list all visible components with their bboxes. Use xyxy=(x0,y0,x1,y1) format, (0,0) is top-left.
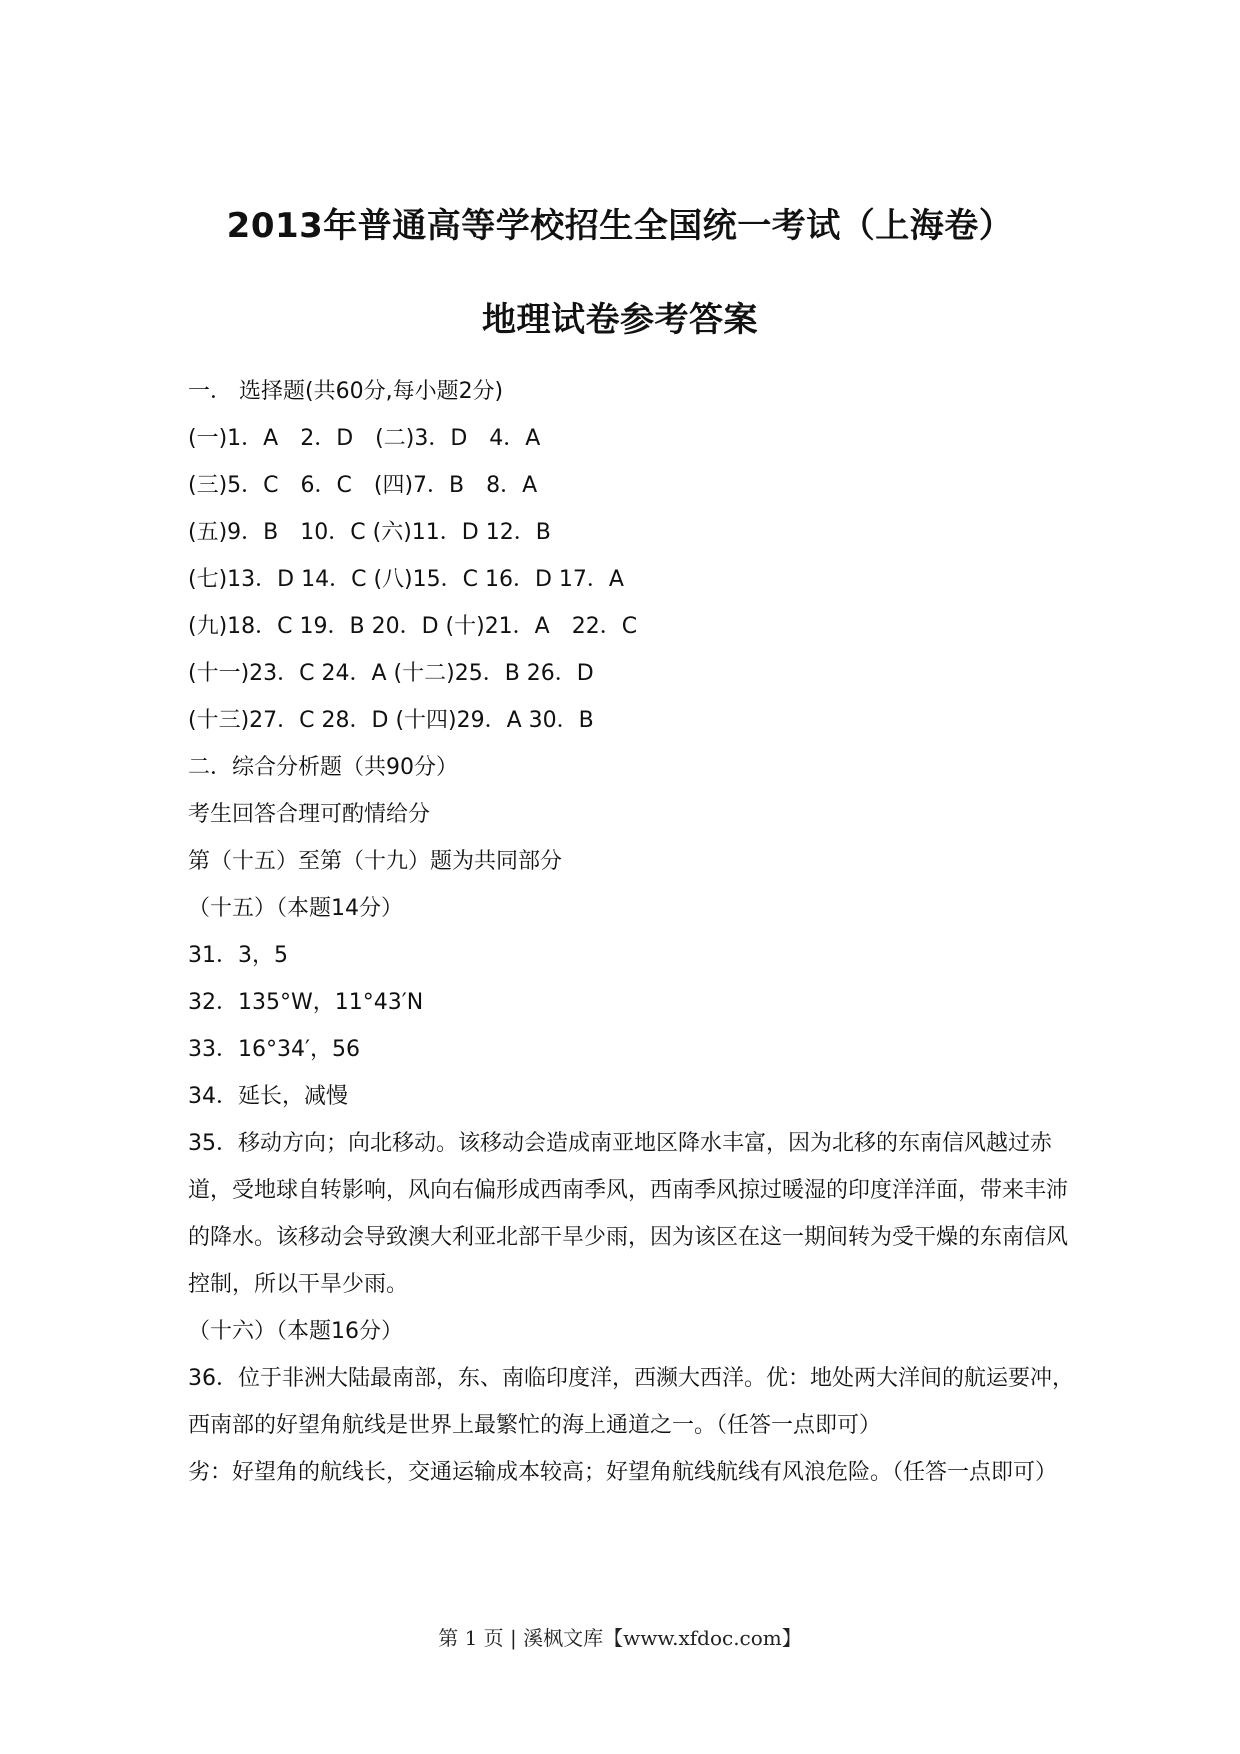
document-title: 2013年普通高等学校招生全国统一考试（上海卷） xyxy=(226,206,1014,246)
answer-33: 33．16°34′，56 xyxy=(188,1037,360,1062)
answer-31: 31．3，5 xyxy=(188,943,288,968)
document-subtitle: 地理试卷参考答案 xyxy=(482,300,758,340)
grading-note: 考生回答合理可酌情给分 xyxy=(188,802,431,827)
answer-row: (十一)23．C 24．A (十二)25．B 26．D xyxy=(188,661,594,686)
answer-36: 36．位于非洲大陆最南部，东、南临印度洋，西濒大西洋。优：地处两大洋间的航运要冲，西南部的好望角航线是世界上最繁忙的海上通道之一。（任答一点即可） xyxy=(188,1366,1074,1438)
section-1-heading: 一． 选择题(共60分,每小题2分) xyxy=(188,379,504,404)
answer-row: (三)5．C 6．C (四)7．B 8．A xyxy=(188,473,538,498)
answer-row: (十三)27．C 28．D (十四)29．A 30．B xyxy=(188,708,594,733)
answer-36-disadvantages: 劣：好望角的航线长，交通运输成本较高；好望角航线航线有风浪危险。（任答一点即可） xyxy=(188,1460,1058,1485)
common-part-note: 第（十五）至第（十九）题为共同部分 xyxy=(188,849,563,874)
section-15-heading: （十五）（本题14分） xyxy=(188,896,403,921)
answer-row: (七)13．D 14．C (八)15．C 16．D 17．A xyxy=(188,567,624,592)
answer-row: (五)9．B 10．C (六)11．D 12．B xyxy=(188,520,551,545)
answer-35: 35．移动方向；向北移动。该移动会造成南亚地区降水丰富，因为北移的东南信风越过赤道，受地球自转影响，风向右偏形成西南季风，西南季风掠过暖湿的印度洋洋面，带来丰沛的降水。该移动会导致澳大利亚北部干旱少雨，因为该区在这一期间转为受干燥的东南信风控制，所以干旱少雨。 xyxy=(188,1131,1069,1297)
answer-34: 34．延长，减慢 xyxy=(188,1084,348,1109)
section-2-heading: 二．综合分析题（共90分） xyxy=(188,755,458,780)
section-16-heading: （十六）（本题16分） xyxy=(188,1319,403,1344)
answer-32: 32．135°W，11°43′N xyxy=(188,990,424,1015)
document-body xyxy=(188,368,1088,1496)
answer-row: (九)18．C 19．B 20．D (十)21．A 22．C xyxy=(188,614,638,639)
page-footer: 第 1 页 | 溪枫文库【www.xfdoc.com】 xyxy=(438,1626,802,1650)
answer-row: (一)1．A 2．D (二)3．D 4．A xyxy=(188,426,541,451)
